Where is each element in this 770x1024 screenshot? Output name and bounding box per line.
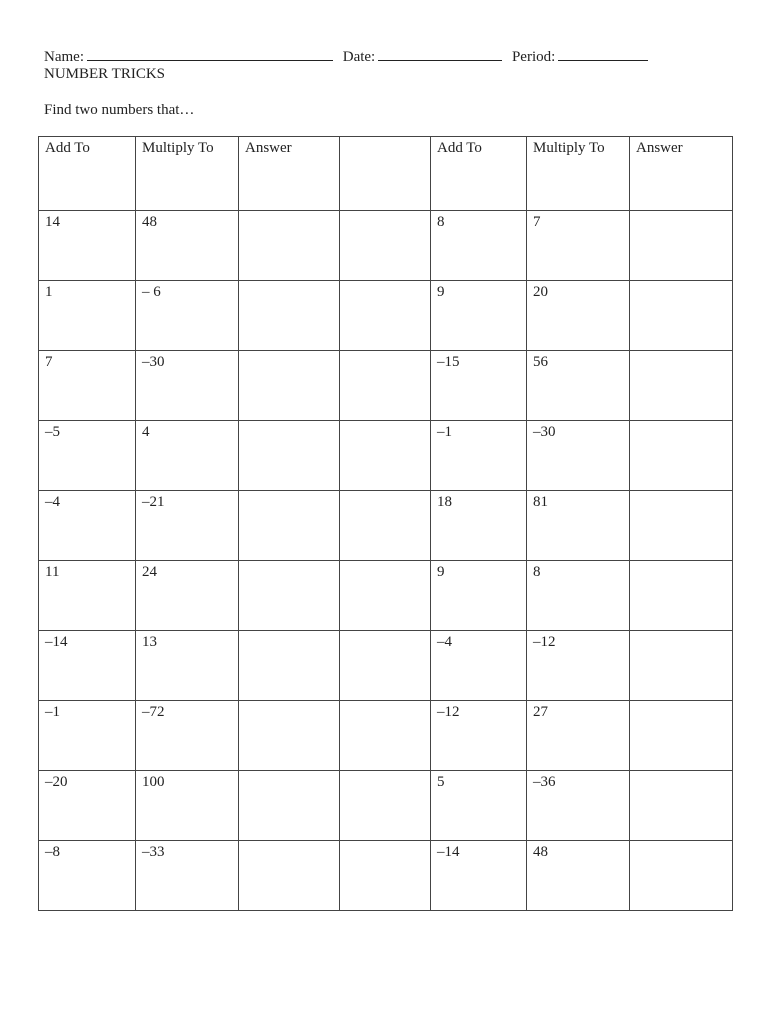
spacer-cell (340, 561, 431, 631)
right-multiply-to-cell: 81 (527, 491, 630, 561)
left-answer-cell[interactable] (239, 631, 340, 701)
name-blank[interactable] (87, 47, 333, 61)
right-answer-cell[interactable] (630, 421, 733, 491)
right-multiply-to-cell: 27 (527, 701, 630, 771)
left-add-to-cell: –1 (39, 701, 136, 771)
left-add-to-cell: 11 (39, 561, 136, 631)
right-answer-cell[interactable] (630, 631, 733, 701)
date-label: Date: (342, 49, 376, 65)
right-answer-cell[interactable] (630, 281, 733, 351)
spacer-cell (340, 351, 431, 421)
left-add-to-cell: 1 (39, 281, 136, 351)
table-row (39, 841, 733, 911)
left-answer-cell[interactable] (239, 491, 340, 561)
spacer-cell (340, 701, 431, 771)
spacer-cell (340, 631, 431, 701)
column-header-left-answer: Answer (239, 137, 340, 211)
table-row (39, 631, 733, 701)
table-row (39, 561, 733, 631)
spacer-cell (340, 771, 431, 841)
right-multiply-to-cell: 20 (527, 281, 630, 351)
left-add-to-cell: 14 (39, 211, 136, 281)
spacer-cell (340, 841, 431, 911)
right-answer-cell[interactable] (630, 841, 733, 911)
left-multiply-to-cell: –72 (136, 701, 239, 771)
header-row (39, 137, 733, 211)
left-add-to-cell: –4 (39, 491, 136, 561)
left-multiply-to-cell: 48 (136, 211, 239, 281)
period-blank[interactable] (558, 47, 648, 61)
table-row (39, 211, 733, 281)
column-header-left-add: Add To (39, 137, 136, 211)
left-answer-cell[interactable] (239, 701, 340, 771)
date-blank[interactable] (378, 47, 502, 61)
page-title: NUMBER TRICKS (44, 66, 165, 82)
table-row (39, 281, 733, 351)
left-multiply-to-cell: 100 (136, 771, 239, 841)
right-multiply-to-cell: 7 (527, 211, 630, 281)
right-multiply-to-cell: 56 (527, 351, 630, 421)
left-multiply-to-cell: –33 (136, 841, 239, 911)
worksheet-table (38, 136, 733, 911)
instructions: Find two numbers that… (44, 102, 195, 118)
right-answer-cell[interactable] (630, 561, 733, 631)
left-answer-cell[interactable] (239, 351, 340, 421)
column-header-right-answer: Answer (630, 137, 733, 211)
right-add-to-cell: 18 (431, 491, 527, 561)
right-multiply-to-cell: 48 (527, 841, 630, 911)
right-answer-cell[interactable] (630, 491, 733, 561)
table-row (39, 351, 733, 421)
left-add-to-cell: 7 (39, 351, 136, 421)
right-answer-cell[interactable] (630, 211, 733, 281)
table-row (39, 491, 733, 561)
left-multiply-to-cell: 4 (136, 421, 239, 491)
right-answer-cell[interactable] (630, 701, 733, 771)
table-row (39, 771, 733, 841)
right-add-to-cell: 8 (431, 211, 527, 281)
table-row (39, 701, 733, 771)
right-answer-cell[interactable] (630, 351, 733, 421)
left-multiply-to-cell: – 6 (136, 281, 239, 351)
left-answer-cell[interactable] (239, 281, 340, 351)
spacer-cell (340, 137, 431, 211)
spacer-cell (340, 211, 431, 281)
name-label: Name: (44, 49, 84, 65)
left-answer-cell[interactable] (239, 771, 340, 841)
right-add-to-cell: –15 (431, 351, 527, 421)
left-answer-cell[interactable] (239, 561, 340, 631)
column-header-right-multiply: Multiply To (527, 137, 630, 211)
left-answer-cell[interactable] (239, 421, 340, 491)
left-add-to-cell: –14 (39, 631, 136, 701)
right-multiply-to-cell: –30 (527, 421, 630, 491)
right-add-to-cell: 5 (431, 771, 527, 841)
spacer-cell (340, 491, 431, 561)
left-add-to-cell: –20 (39, 771, 136, 841)
left-answer-cell[interactable] (239, 211, 340, 281)
right-answer-cell[interactable] (630, 771, 733, 841)
spacer-cell (340, 421, 431, 491)
spacer-cell (340, 281, 431, 351)
left-answer-cell[interactable] (239, 841, 340, 911)
column-header-right-add: Add To (431, 137, 527, 211)
left-add-to-cell: –5 (39, 421, 136, 491)
left-multiply-to-cell: 24 (136, 561, 239, 631)
header-line (44, 47, 648, 66)
column-header-left-multiply: Multiply To (136, 137, 239, 211)
right-add-to-cell: –14 (431, 841, 527, 911)
left-multiply-to-cell: 13 (136, 631, 239, 701)
right-add-to-cell: –1 (431, 421, 527, 491)
left-add-to-cell: –8 (39, 841, 136, 911)
right-multiply-to-cell: –36 (527, 771, 630, 841)
right-add-to-cell: 9 (431, 281, 527, 351)
right-add-to-cell: –12 (431, 701, 527, 771)
table-row (39, 421, 733, 491)
right-add-to-cell: –4 (431, 631, 527, 701)
right-multiply-to-cell: 8 (527, 561, 630, 631)
left-multiply-to-cell: –21 (136, 491, 239, 561)
period-label: Period: (511, 49, 556, 65)
right-add-to-cell: 9 (431, 561, 527, 631)
right-multiply-to-cell: –12 (527, 631, 630, 701)
left-multiply-to-cell: –30 (136, 351, 239, 421)
